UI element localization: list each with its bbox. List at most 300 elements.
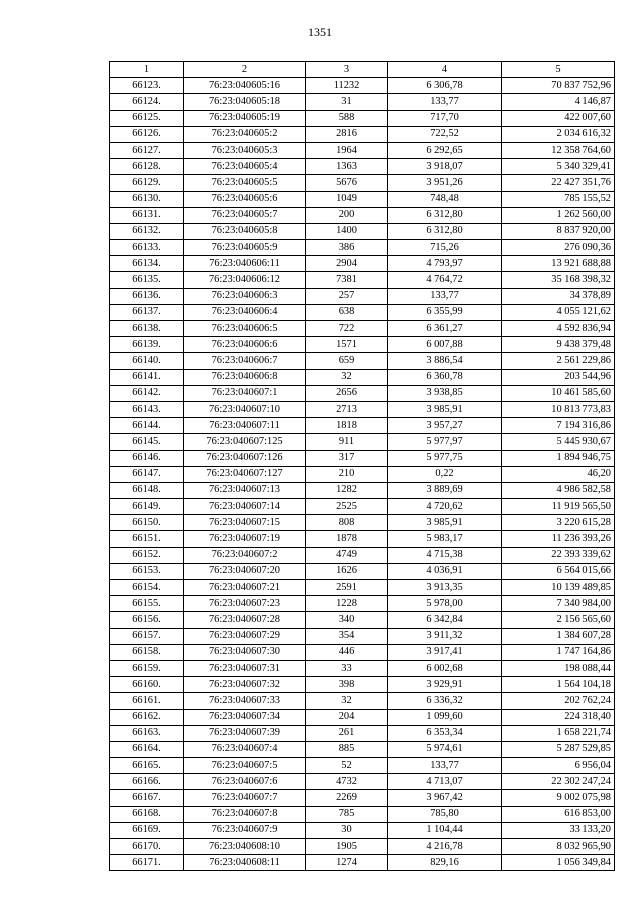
area-cell: 1282 bbox=[306, 482, 388, 498]
table-row bbox=[110, 272, 615, 288]
row-number-cell: 66132. bbox=[110, 223, 184, 239]
table-row bbox=[110, 337, 615, 353]
cadastral-value-cell: 46,20 bbox=[502, 466, 615, 482]
cadastral-number-cell: 76:23:040607:39 bbox=[184, 725, 306, 741]
row-number-cell: 66151. bbox=[110, 531, 184, 547]
row-number-cell: 66126. bbox=[110, 126, 184, 142]
row-number-cell: 66170. bbox=[110, 839, 184, 855]
cadastral-number-cell: 76:23:040606:6 bbox=[184, 337, 306, 353]
area-cell: 1274 bbox=[306, 855, 388, 871]
table-row bbox=[110, 175, 615, 191]
table-row bbox=[110, 353, 615, 369]
specific-value-cell: 4 720,62 bbox=[388, 499, 502, 515]
row-number-cell: 66128. bbox=[110, 159, 184, 175]
row-number-cell: 66140. bbox=[110, 353, 184, 369]
cadastral-number-cell: 76:23:040606:11 bbox=[184, 256, 306, 272]
specific-value-cell: 3 913,35 bbox=[388, 580, 502, 596]
area-cell: 1571 bbox=[306, 337, 388, 353]
cadastral-value-cell: 10 813 773,83 bbox=[502, 401, 615, 417]
cadastral-number-cell: 76:23:040607:7 bbox=[184, 790, 306, 806]
specific-value-cell: 4 793,97 bbox=[388, 256, 502, 272]
cadastral-value-cell: 4 986 582,58 bbox=[502, 482, 615, 498]
cadastral-number-cell: 76:23:040606:12 bbox=[184, 272, 306, 288]
cadastral-number-cell: 76:23:040607:125 bbox=[184, 434, 306, 450]
row-number-cell: 66145. bbox=[110, 434, 184, 450]
cadastral-value-cell: 11 236 393,26 bbox=[502, 531, 615, 547]
area-cell: 1818 bbox=[306, 418, 388, 434]
row-number-cell: 66158. bbox=[110, 644, 184, 660]
table-row bbox=[110, 596, 615, 612]
specific-value-cell: 6 336,32 bbox=[388, 693, 502, 709]
row-number-cell: 66157. bbox=[110, 628, 184, 644]
cadastral-value-cell: 13 921 688,88 bbox=[502, 256, 615, 272]
table-row bbox=[110, 612, 615, 628]
table-row bbox=[110, 321, 615, 337]
row-number-cell: 66138. bbox=[110, 321, 184, 337]
area-cell: 1228 bbox=[306, 596, 388, 612]
area-cell: 30 bbox=[306, 822, 388, 838]
cadastral-number-cell: 76:23:040607:31 bbox=[184, 660, 306, 676]
cadastral-number-cell: 76:23:040607:11 bbox=[184, 418, 306, 434]
specific-value-cell: 3 957,27 bbox=[388, 418, 502, 434]
row-number-cell: 66169. bbox=[110, 822, 184, 838]
cadastral-number-cell: 76:23:040606:7 bbox=[184, 353, 306, 369]
table-row bbox=[110, 563, 615, 579]
area-cell: 52 bbox=[306, 758, 388, 774]
row-number-cell: 66125. bbox=[110, 110, 184, 126]
table-row bbox=[110, 547, 615, 563]
specific-value-cell: 4 216,78 bbox=[388, 839, 502, 855]
row-number-cell: 66159. bbox=[110, 660, 184, 676]
cadastral-value-cell: 5 445 930,67 bbox=[502, 434, 615, 450]
cadastral-value-cell: 1 747 164,86 bbox=[502, 644, 615, 660]
specific-value-cell: 5 977,97 bbox=[388, 434, 502, 450]
table-row bbox=[110, 855, 615, 871]
table-row bbox=[110, 207, 615, 223]
table-row bbox=[110, 78, 615, 94]
cadastral-value-cell: 10 139 489,85 bbox=[502, 580, 615, 596]
cadastral-value-cell: 1 894 946,75 bbox=[502, 450, 615, 466]
row-number-cell: 66141. bbox=[110, 369, 184, 385]
table-row bbox=[110, 401, 615, 417]
area-cell: 446 bbox=[306, 644, 388, 660]
cadastral-value-cell: 22 302 247,24 bbox=[502, 774, 615, 790]
area-cell: 11232 bbox=[306, 78, 388, 94]
table-row bbox=[110, 110, 615, 126]
cadastral-value-cell: 4 055 121,62 bbox=[502, 304, 615, 320]
area-cell: 4749 bbox=[306, 547, 388, 563]
table-row bbox=[110, 515, 615, 531]
cadastral-number-cell: 76:23:040607:8 bbox=[184, 806, 306, 822]
cadastral-value-cell: 22 427 351,76 bbox=[502, 175, 615, 191]
table-row bbox=[110, 644, 615, 660]
row-number-cell: 66142. bbox=[110, 385, 184, 401]
specific-value-cell: 1 099,60 bbox=[388, 709, 502, 725]
cadastral-number-cell: 76:23:040605:19 bbox=[184, 110, 306, 126]
area-cell: 638 bbox=[306, 304, 388, 320]
cadastral-number-cell: 76:23:040607:2 bbox=[184, 547, 306, 563]
cadastral-value-cell: 198 088,44 bbox=[502, 660, 615, 676]
specific-value-cell: 6 342,84 bbox=[388, 612, 502, 628]
cadastral-value-cell: 8 032 965,90 bbox=[502, 839, 615, 855]
row-number-cell: 66127. bbox=[110, 142, 184, 158]
cadastral-value-cell: 4 146,87 bbox=[502, 94, 615, 110]
row-number-cell: 66143. bbox=[110, 401, 184, 417]
table-row bbox=[110, 774, 615, 790]
cadastral-number-cell: 76:23:040607:4 bbox=[184, 741, 306, 757]
cadastral-number-cell: 76:23:040607:6 bbox=[184, 774, 306, 790]
area-cell: 722 bbox=[306, 321, 388, 337]
specific-value-cell: 133,77 bbox=[388, 94, 502, 110]
cadastral-value-cell: 12 358 764,60 bbox=[502, 142, 615, 158]
cadastral-number-cell: 76:23:040605:7 bbox=[184, 207, 306, 223]
specific-value-cell: 3 985,91 bbox=[388, 515, 502, 531]
row-number-cell: 66152. bbox=[110, 547, 184, 563]
area-cell: 2816 bbox=[306, 126, 388, 142]
specific-value-cell: 6 355,99 bbox=[388, 304, 502, 320]
table-row bbox=[110, 822, 615, 838]
area-cell: 5676 bbox=[306, 175, 388, 191]
table-row bbox=[110, 580, 615, 596]
specific-value-cell: 1 104,44 bbox=[388, 822, 502, 838]
area-cell: 2591 bbox=[306, 580, 388, 596]
row-number-cell: 66166. bbox=[110, 774, 184, 790]
row-number-cell: 66164. bbox=[110, 741, 184, 757]
specific-value-cell: 4 715,38 bbox=[388, 547, 502, 563]
cadastral-value-cell: 1 384 607,28 bbox=[502, 628, 615, 644]
row-number-cell: 66149. bbox=[110, 499, 184, 515]
specific-value-cell: 6 312,80 bbox=[388, 223, 502, 239]
cadastral-value-cell: 9 002 075,98 bbox=[502, 790, 615, 806]
area-cell: 2656 bbox=[306, 385, 388, 401]
cadastral-value-cell: 3 220 615,28 bbox=[502, 515, 615, 531]
cadastral-number-cell: 76:23:040607:28 bbox=[184, 612, 306, 628]
row-number-cell: 66136. bbox=[110, 288, 184, 304]
specific-value-cell: 3 938,85 bbox=[388, 385, 502, 401]
row-number-cell: 66161. bbox=[110, 693, 184, 709]
cadastral-value-cell: 11 919 565,50 bbox=[502, 499, 615, 515]
row-number-cell: 66124. bbox=[110, 94, 184, 110]
row-number-cell: 66162. bbox=[110, 709, 184, 725]
table-row bbox=[110, 758, 615, 774]
cadastral-number-cell: 76:23:040605:6 bbox=[184, 191, 306, 207]
row-number-cell: 66167. bbox=[110, 790, 184, 806]
table-row bbox=[110, 94, 615, 110]
specific-value-cell: 5 974,61 bbox=[388, 741, 502, 757]
row-number-cell: 66133. bbox=[110, 240, 184, 256]
specific-value-cell: 133,77 bbox=[388, 288, 502, 304]
table-row bbox=[110, 369, 615, 385]
area-cell: 354 bbox=[306, 628, 388, 644]
cadastral-value-cell: 2 561 229,86 bbox=[502, 353, 615, 369]
cadastral-value-cell: 785 155,52 bbox=[502, 191, 615, 207]
table-row bbox=[110, 466, 615, 482]
area-cell: 2713 bbox=[306, 401, 388, 417]
specific-value-cell: 133,77 bbox=[388, 758, 502, 774]
cadastral-number-cell: 76:23:040607:5 bbox=[184, 758, 306, 774]
table-row bbox=[110, 418, 615, 434]
cadastral-number-cell: 76:23:040607:127 bbox=[184, 466, 306, 482]
cadastral-number-cell: 76:23:040607:20 bbox=[184, 563, 306, 579]
row-number-cell: 66123. bbox=[110, 78, 184, 94]
area-cell: 2525 bbox=[306, 499, 388, 515]
cadastral-number-cell: 76:23:040605:16 bbox=[184, 78, 306, 94]
cadastral-value-cell: 35 168 398,32 bbox=[502, 272, 615, 288]
row-number-cell: 66137. bbox=[110, 304, 184, 320]
table-row bbox=[110, 191, 615, 207]
area-cell: 340 bbox=[306, 612, 388, 628]
area-cell: 808 bbox=[306, 515, 388, 531]
cadastral-value-cell: 34 378,89 bbox=[502, 288, 615, 304]
row-number-cell: 66146. bbox=[110, 450, 184, 466]
cadastral-value-cell: 22 393 339,62 bbox=[502, 547, 615, 563]
table-row bbox=[110, 126, 615, 142]
cadastral-number-cell: 76:23:040605:18 bbox=[184, 94, 306, 110]
table-row bbox=[110, 499, 615, 515]
area-cell: 32 bbox=[306, 693, 388, 709]
cadastral-value-cell: 6 564 015,66 bbox=[502, 563, 615, 579]
cadastral-number-cell: 76:23:040607:33 bbox=[184, 693, 306, 709]
cadastral-value-cell: 7 340 984,00 bbox=[502, 596, 615, 612]
area-cell: 33 bbox=[306, 660, 388, 676]
cadastral-number-cell: 76:23:040607:23 bbox=[184, 596, 306, 612]
specific-value-cell: 3 918,07 bbox=[388, 159, 502, 175]
cadastral-value-cell: 224 318,40 bbox=[502, 709, 615, 725]
row-number-cell: 66147. bbox=[110, 466, 184, 482]
column-header: 2 bbox=[184, 62, 306, 78]
specific-value-cell: 6 353,34 bbox=[388, 725, 502, 741]
cadastral-value-cell: 4 592 836,94 bbox=[502, 321, 615, 337]
cadastral-value-cell: 33 133,20 bbox=[502, 822, 615, 838]
table-row bbox=[110, 434, 615, 450]
specific-value-cell: 6 361,27 bbox=[388, 321, 502, 337]
cadastral-value-cell: 70 837 752,96 bbox=[502, 78, 615, 94]
area-cell: 31 bbox=[306, 94, 388, 110]
area-cell: 911 bbox=[306, 434, 388, 450]
table-row bbox=[110, 709, 615, 725]
row-number-cell: 66139. bbox=[110, 337, 184, 353]
specific-value-cell: 3 985,91 bbox=[388, 401, 502, 417]
cadastral-number-cell: 76:23:040607:13 bbox=[184, 482, 306, 498]
cadastral-number-cell: 76:23:040607:34 bbox=[184, 709, 306, 725]
column-header: 1 bbox=[110, 62, 184, 78]
specific-value-cell: 3 967,42 bbox=[388, 790, 502, 806]
row-number-cell: 66150. bbox=[110, 515, 184, 531]
table-row bbox=[110, 839, 615, 855]
specific-value-cell: 748,48 bbox=[388, 191, 502, 207]
column-header: 5 bbox=[502, 62, 615, 78]
row-number-cell: 66144. bbox=[110, 418, 184, 434]
specific-value-cell: 6 292,65 bbox=[388, 142, 502, 158]
cadastral-value-cell: 5 340 329,41 bbox=[502, 159, 615, 175]
row-number-cell: 66163. bbox=[110, 725, 184, 741]
table-row bbox=[110, 741, 615, 757]
cadastral-number-cell: 76:23:040607:14 bbox=[184, 499, 306, 515]
table-header-row bbox=[110, 62, 615, 78]
area-cell: 659 bbox=[306, 353, 388, 369]
row-number-cell: 66155. bbox=[110, 596, 184, 612]
specific-value-cell: 785,80 bbox=[388, 806, 502, 822]
specific-value-cell: 829,16 bbox=[388, 855, 502, 871]
area-cell: 1363 bbox=[306, 159, 388, 175]
row-number-cell: 66168. bbox=[110, 806, 184, 822]
cadastral-value-table bbox=[109, 61, 615, 871]
area-cell: 1400 bbox=[306, 223, 388, 239]
page-number: 1351 bbox=[308, 25, 332, 39]
cadastral-number-cell: 76:23:040607:10 bbox=[184, 401, 306, 417]
cadastral-number-cell: 76:23:040605:9 bbox=[184, 240, 306, 256]
area-cell: 7381 bbox=[306, 272, 388, 288]
area-cell: 1626 bbox=[306, 563, 388, 579]
cadastral-value-cell: 2 156 565,60 bbox=[502, 612, 615, 628]
cadastral-number-cell: 76:23:040606:5 bbox=[184, 321, 306, 337]
table-row bbox=[110, 256, 615, 272]
cadastral-value-cell: 1 262 560,00 bbox=[502, 207, 615, 223]
row-number-cell: 66130. bbox=[110, 191, 184, 207]
row-number-cell: 66156. bbox=[110, 612, 184, 628]
specific-value-cell: 3 889,69 bbox=[388, 482, 502, 498]
cadastral-value-cell: 1 564 104,18 bbox=[502, 677, 615, 693]
specific-value-cell: 6 312,80 bbox=[388, 207, 502, 223]
cadastral-number-cell: 76:23:040607:29 bbox=[184, 628, 306, 644]
specific-value-cell: 4 036,91 bbox=[388, 563, 502, 579]
column-header: 3 bbox=[306, 62, 388, 78]
specific-value-cell: 6 360,78 bbox=[388, 369, 502, 385]
specific-value-cell: 6 306,78 bbox=[388, 78, 502, 94]
area-cell: 386 bbox=[306, 240, 388, 256]
area-cell: 32 bbox=[306, 369, 388, 385]
specific-value-cell: 4 764,72 bbox=[388, 272, 502, 288]
specific-value-cell: 3 911,32 bbox=[388, 628, 502, 644]
specific-value-cell: 715,26 bbox=[388, 240, 502, 256]
area-cell: 261 bbox=[306, 725, 388, 741]
table-row bbox=[110, 677, 615, 693]
specific-value-cell: 6 007,88 bbox=[388, 337, 502, 353]
table-row bbox=[110, 660, 615, 676]
area-cell: 2269 bbox=[306, 790, 388, 806]
specific-value-cell: 5 978,00 bbox=[388, 596, 502, 612]
cadastral-value-cell: 276 090,36 bbox=[502, 240, 615, 256]
table-row bbox=[110, 628, 615, 644]
table-row bbox=[110, 790, 615, 806]
cadastral-number-cell: 76:23:040607:32 bbox=[184, 677, 306, 693]
area-cell: 257 bbox=[306, 288, 388, 304]
cadastral-number-cell: 76:23:040606:8 bbox=[184, 369, 306, 385]
table-row bbox=[110, 693, 615, 709]
table-row bbox=[110, 240, 615, 256]
area-cell: 200 bbox=[306, 207, 388, 223]
table-row bbox=[110, 223, 615, 239]
cadastral-value-cell: 9 438 379,48 bbox=[502, 337, 615, 353]
specific-value-cell: 0,22 bbox=[388, 466, 502, 482]
area-cell: 204 bbox=[306, 709, 388, 725]
specific-value-cell: 3 886,54 bbox=[388, 353, 502, 369]
area-cell: 785 bbox=[306, 806, 388, 822]
area-cell: 210 bbox=[306, 466, 388, 482]
table-row bbox=[110, 531, 615, 547]
cadastral-number-cell: 76:23:040607:19 bbox=[184, 531, 306, 547]
cadastral-number-cell: 76:23:040605:3 bbox=[184, 142, 306, 158]
row-number-cell: 66134. bbox=[110, 256, 184, 272]
area-cell: 1964 bbox=[306, 142, 388, 158]
table-body bbox=[110, 78, 615, 871]
table-row bbox=[110, 482, 615, 498]
table-row bbox=[110, 450, 615, 466]
row-number-cell: 66153. bbox=[110, 563, 184, 579]
cadastral-value-cell: 1 056 349,84 bbox=[502, 855, 615, 871]
cadastral-number-cell: 76:23:040607:15 bbox=[184, 515, 306, 531]
row-number-cell: 66160. bbox=[110, 677, 184, 693]
cadastral-number-cell: 76:23:040607:126 bbox=[184, 450, 306, 466]
specific-value-cell: 4 713,07 bbox=[388, 774, 502, 790]
table-row bbox=[110, 725, 615, 741]
cadastral-number-cell: 76:23:040607:30 bbox=[184, 644, 306, 660]
cadastral-value-cell: 6 956,04 bbox=[502, 758, 615, 774]
row-number-cell: 66165. bbox=[110, 758, 184, 774]
row-number-cell: 66135. bbox=[110, 272, 184, 288]
cadastral-number-cell: 76:23:040606:4 bbox=[184, 304, 306, 320]
cadastral-value-cell: 7 194 316,86 bbox=[502, 418, 615, 434]
area-cell: 398 bbox=[306, 677, 388, 693]
area-cell: 1049 bbox=[306, 191, 388, 207]
row-number-cell: 66148. bbox=[110, 482, 184, 498]
area-cell: 1878 bbox=[306, 531, 388, 547]
area-cell: 885 bbox=[306, 741, 388, 757]
area-cell: 2904 bbox=[306, 256, 388, 272]
area-cell: 317 bbox=[306, 450, 388, 466]
specific-value-cell: 5 977,75 bbox=[388, 450, 502, 466]
specific-value-cell: 5 983,17 bbox=[388, 531, 502, 547]
row-number-cell: 66131. bbox=[110, 207, 184, 223]
column-header: 4 bbox=[388, 62, 502, 78]
area-cell: 588 bbox=[306, 110, 388, 126]
table-row bbox=[110, 304, 615, 320]
specific-value-cell: 6 002,68 bbox=[388, 660, 502, 676]
cadastral-number-cell: 76:23:040606:3 bbox=[184, 288, 306, 304]
row-number-cell: 66129. bbox=[110, 175, 184, 191]
cadastral-number-cell: 76:23:040605:8 bbox=[184, 223, 306, 239]
area-cell: 4732 bbox=[306, 774, 388, 790]
specific-value-cell: 717,70 bbox=[388, 110, 502, 126]
cadastral-value-cell: 5 287 529,85 bbox=[502, 741, 615, 757]
table-row bbox=[110, 288, 615, 304]
table-row bbox=[110, 806, 615, 822]
cadastral-number-cell: 76:23:040608:11 bbox=[184, 855, 306, 871]
specific-value-cell: 3 929,91 bbox=[388, 677, 502, 693]
cadastral-value-cell: 616 853,00 bbox=[502, 806, 615, 822]
cadastral-value-cell: 422 007,60 bbox=[502, 110, 615, 126]
cadastral-number-cell: 76:23:040605:5 bbox=[184, 175, 306, 191]
cadastral-value-cell: 202 762,24 bbox=[502, 693, 615, 709]
cadastral-value-cell: 1 658 221,74 bbox=[502, 725, 615, 741]
cadastral-number-cell: 76:23:040605:4 bbox=[184, 159, 306, 175]
table-row bbox=[110, 159, 615, 175]
cadastral-number-cell: 76:23:040607:1 bbox=[184, 385, 306, 401]
row-number-cell: 66171. bbox=[110, 855, 184, 871]
specific-value-cell: 3 951,26 bbox=[388, 175, 502, 191]
cadastral-number-cell: 76:23:040607:9 bbox=[184, 822, 306, 838]
specific-value-cell: 3 917,41 bbox=[388, 644, 502, 660]
cadastral-number-cell: 76:23:040607:21 bbox=[184, 580, 306, 596]
cadastral-number-cell: 76:23:040608:10 bbox=[184, 839, 306, 855]
specific-value-cell: 722,52 bbox=[388, 126, 502, 142]
cadastral-value-cell: 2 034 616,32 bbox=[502, 126, 615, 142]
table-row bbox=[110, 142, 615, 158]
cadastral-number-cell: 76:23:040605:2 bbox=[184, 126, 306, 142]
area-cell: 1905 bbox=[306, 839, 388, 855]
cadastral-value-cell: 10 461 585,60 bbox=[502, 385, 615, 401]
cadastral-value-cell: 8 837 920,00 bbox=[502, 223, 615, 239]
